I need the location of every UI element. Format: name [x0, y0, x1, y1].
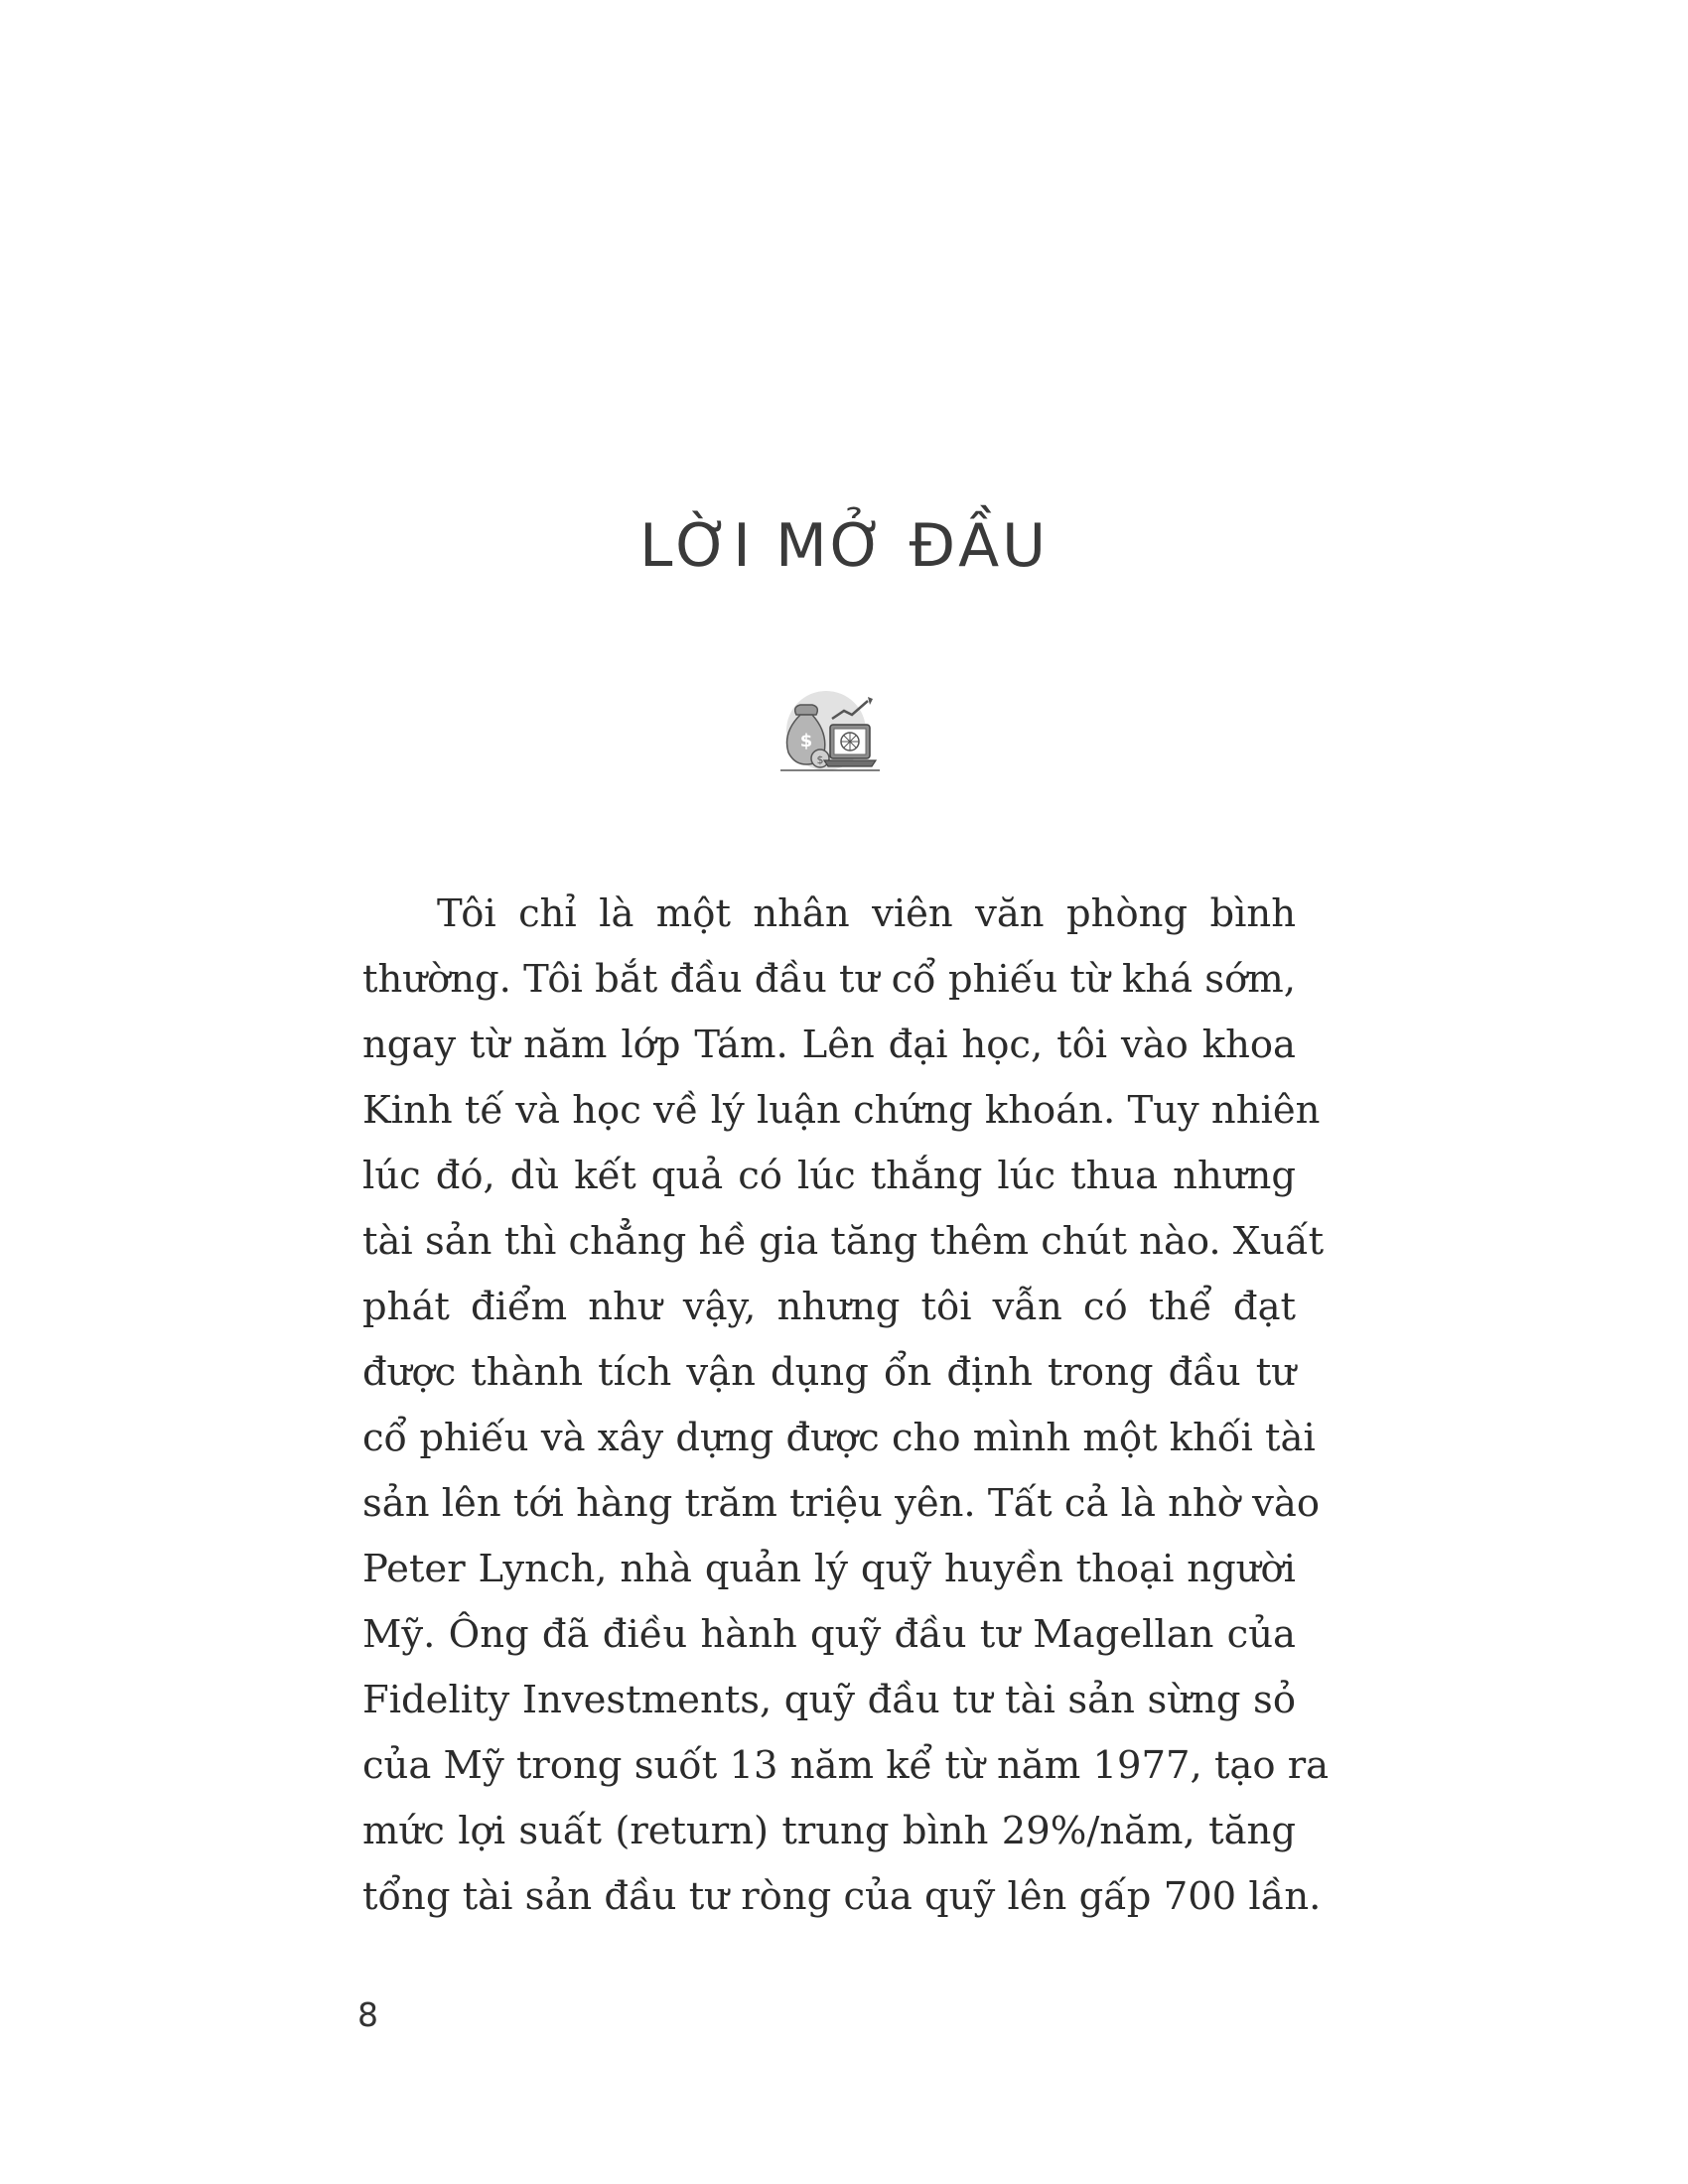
paragraph-line: mức lợi suất (return) trung bình 29%/năm, tăng — [362, 1809, 1296, 1853]
paragraph-line: Mỹ. Ông đã điều hành quỹ đầu tư Magellan của — [362, 1612, 1296, 1657]
paragraph-line: tổng tài sản đầu tư ròng của quỹ lên gấp 700 lần. — [362, 1874, 1322, 1919]
paragraph-line: cổ phiếu và xây dựng được cho mình một khối tài — [362, 1416, 1316, 1460]
paragraph-line: của Mỹ trong suốt 13 năm kể từ năm 1977, tạo ra — [362, 1743, 1330, 1788]
paragraph-line: Tôi chỉ là một nhân viên văn phòng bình — [437, 891, 1296, 936]
paragraph-line: sản lên tới hàng trăm triệu yên. Tất cả là nhờ vào — [362, 1481, 1321, 1526]
paragraph-line: ngay từ năm lớp Tám. Lên đại học, tôi vào khoa — [362, 1023, 1296, 1067]
paragraph-line: phát điểm như vậy, nhưng tôi vẫn có thể đạt — [362, 1285, 1296, 1329]
svg-text:$: $ — [799, 731, 813, 751]
paragraph-line: Peter Lynch, nhà quản lý quỹ huyền thoại người — [362, 1547, 1296, 1591]
page-number: 8 — [357, 1995, 378, 2034]
paragraph-line: thường. Tôi bắt đầu đầu tư cổ phiếu từ khá sớm, — [362, 957, 1296, 1002]
chapter-title: LỜI MỞ ĐẦU — [638, 511, 1050, 581]
paragraph-line: Kinh tế và học về lý luận chứng khoán. Tuy nhiên — [362, 1088, 1321, 1133]
svg-text:$: $ — [816, 753, 824, 766]
paragraph-line: lúc đó, dù kết quả có lúc thắng lúc thua nhưng — [362, 1154, 1296, 1198]
paragraph-line: Fidelity Investments, quỹ đầu tư tài sản sừng sỏ — [362, 1678, 1296, 1722]
paragraph-line: được thành tích vận dụng ổn định trong đầu tư — [362, 1350, 1296, 1395]
paragraph-line: tài sản thì chẳng hề gia tăng thêm chút nào. Xuất — [362, 1219, 1325, 1264]
intro-paragraph — [362, 882, 1330, 1930]
money-bag-laptop-chart-icon — [774, 685, 884, 784]
